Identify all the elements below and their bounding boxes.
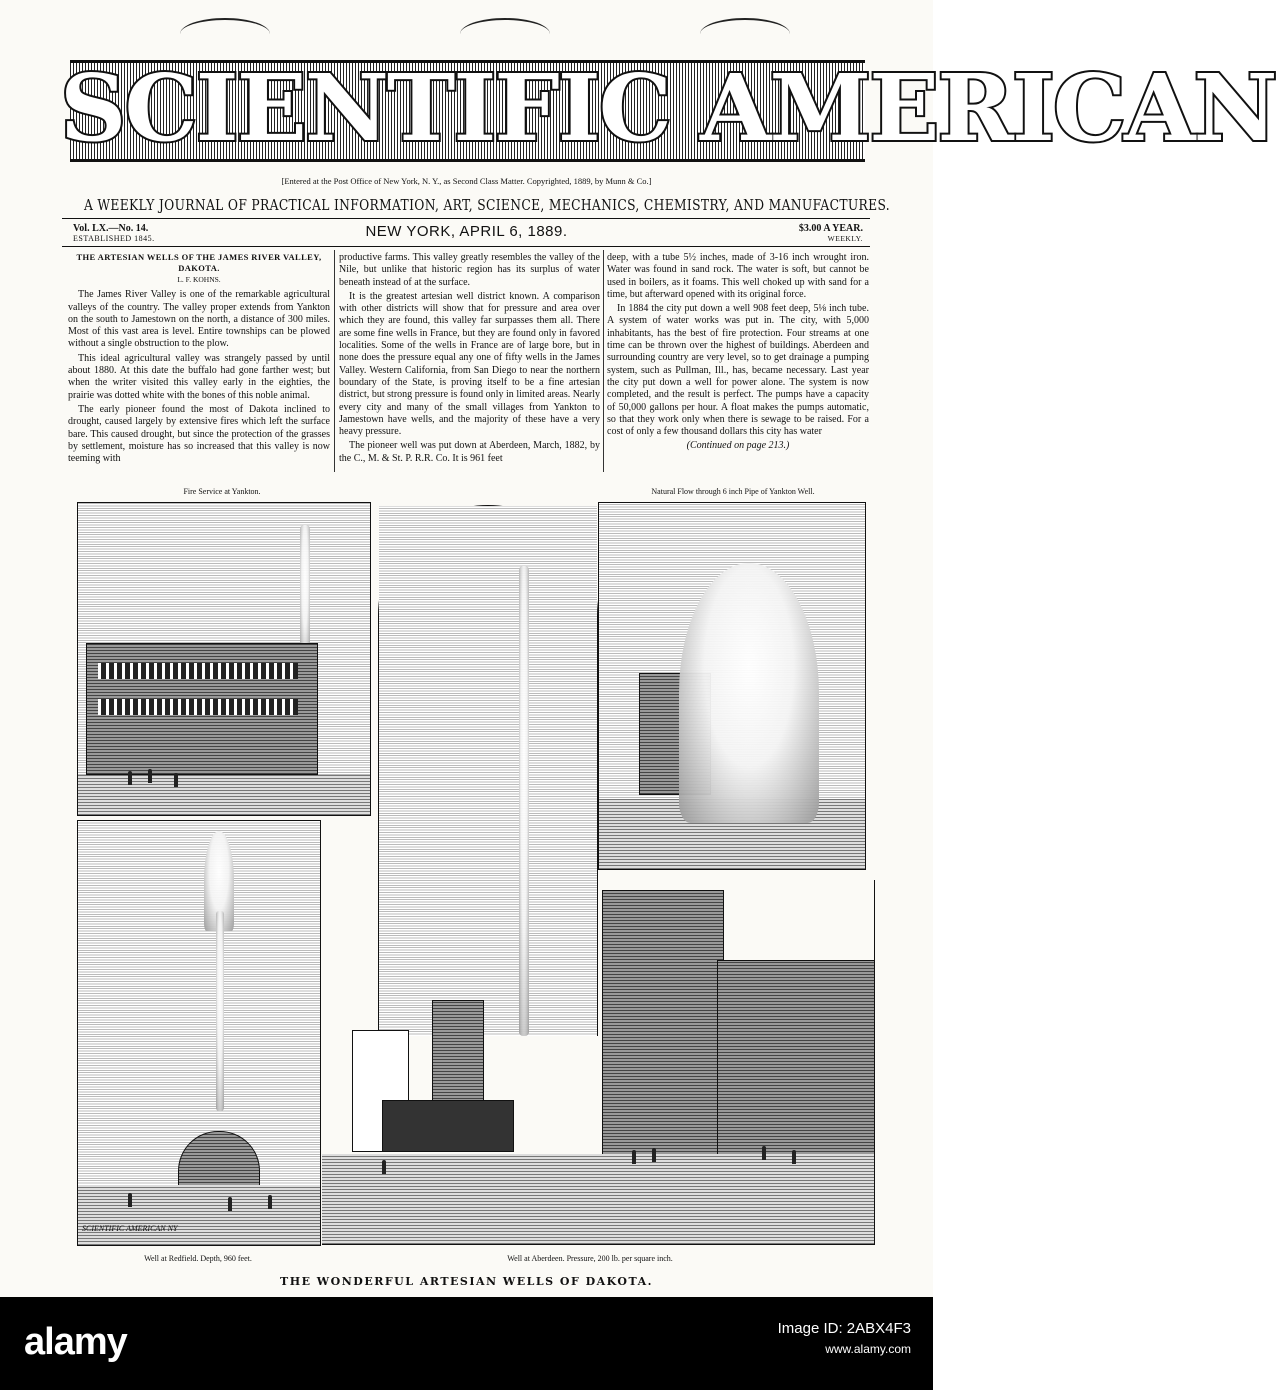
journal-subtitle: A WEEKLY JOURNAL OF PRACTICAL INFORMATION, ART, SCIENCE, MECHANICS, CHEMISTRY, AND MANUFACTURES. xyxy=(83,196,891,214)
bystander-figure xyxy=(128,771,132,785)
steam-locomotive xyxy=(382,1100,514,1152)
entered-note: [Entered at the Post Office of New York, N. Y., as Second Class Matter. Copyrighted, 1889, by Munn & Co.] xyxy=(281,176,652,186)
bystander-figure xyxy=(148,769,152,783)
article-column-2 xyxy=(339,252,600,467)
bystander-figure xyxy=(268,1195,272,1209)
grain-elevator xyxy=(602,890,724,1162)
window-row xyxy=(98,699,298,715)
article-title: THE ARTESIAN WELLS OF THE JAMES RIVER VALLEY, DAKOTA. xyxy=(76,252,322,273)
water-jet xyxy=(216,911,224,1111)
ornament-scroll-left xyxy=(180,18,270,50)
street xyxy=(78,775,370,815)
engraving-aberdeen-well xyxy=(322,880,875,1245)
engraving-natural-flow xyxy=(598,502,866,870)
ornament-scroll-right xyxy=(700,18,790,50)
volume-number: Vol. LX.—No. 14. xyxy=(73,223,149,234)
divider xyxy=(62,218,870,219)
ground xyxy=(78,1185,320,1245)
caption-natural-flow: Natural Flow through 6 inch Pipe of Yankton Well. xyxy=(651,487,815,496)
column-rule xyxy=(603,250,604,472)
bystander-figure xyxy=(652,1148,656,1162)
illustration-title: THE WONDERFUL ARTESIAN WELLS OF DAKOTA. xyxy=(280,1275,653,1288)
image-id: Image ID: 2ABX4F3 xyxy=(777,1320,911,1337)
article-column-3 xyxy=(607,252,869,453)
ornament-scroll-center xyxy=(460,18,550,50)
price-block xyxy=(799,224,863,244)
price: $3.00 A YEAR. xyxy=(798,223,863,234)
bystander-figure xyxy=(128,1193,132,1207)
railroad-tracks xyxy=(322,1154,874,1244)
window-row xyxy=(98,663,298,679)
established-year: ESTABLISHED 1845. xyxy=(73,234,155,243)
masthead-title: SCIENTIFIC AMERICAN xyxy=(60,54,1276,162)
alamy-logo: alamy xyxy=(24,1321,127,1363)
warehouse-shed xyxy=(717,960,875,1162)
paragraph: The pioneer well was put down at Aberdeen, March, 1882, by the C., M. & St. P. R.R. Co. It is 961 feet xyxy=(339,440,600,464)
bystander-figure xyxy=(792,1150,796,1164)
engraver-signature: SCIENTIFIC AMERICAN NY xyxy=(82,1224,178,1233)
caption-redfield: Well at Redfield. Depth, 960 feet. xyxy=(144,1254,252,1263)
frequency: WEEKLY. xyxy=(827,234,863,243)
paragraph: productive farms. This valley greatly resembles the valley of the Nile, but unlike that historic region has its surplus of water beneath instead of at the surface. xyxy=(339,252,600,288)
water-jet xyxy=(300,525,310,655)
issue-date: NEW YORK, APRIL 6, 1889. xyxy=(365,223,568,240)
bystander-figure xyxy=(632,1150,636,1164)
column-rule xyxy=(334,250,335,472)
paragraph: This ideal agricultural valley was strangely passed by until about 1880. At this date the buffalo had gone farther west; but when the writer visited this valley early in the eighties, the prairie was dotted white with the bones of this noble animal. xyxy=(68,352,330,401)
article-column-1 xyxy=(68,252,330,467)
site-url: www.alamy.com xyxy=(825,1342,911,1356)
continued-note: (Continued on page 213.) xyxy=(686,440,790,452)
stock-footer xyxy=(0,1297,933,1390)
caption-aberdeen: Well at Aberdeen. Pressure, 200 lb. per square inch. xyxy=(507,1254,673,1263)
paragraph: It is the greatest artesian well district known. A comparison with other districts will show that for pressure and area over which they are found, this valley far surpasses them all. There are some fine wells in France, but they are found only in favored localities. Some of the wells in France are of large bore, but in none does the pressure equal any one of fifty wells in the James Valley. Western California, from San Diego to near the northern boundary of the State, is proving itself to be a fine artesian district, but strong pressure is found only in limited areas. Nearly every city and many of the small villages from Yankton to Jamestown have wells, and the majority of these have a very heavy pressure. xyxy=(339,290,600,438)
article-byline: L. F. KOHNS. xyxy=(177,275,221,284)
engraving-fire-service-yankton xyxy=(77,502,371,816)
bystander-figure xyxy=(382,1160,386,1174)
masthead xyxy=(60,18,1276,178)
paragraph: The early pioneer found the most of Dakota inclined to drought, caused largely by extensive fires which left the surface bare. This caused drought, but since the protection of the grasses by settlement, moisture has so increased that this valley is now teeming with xyxy=(68,403,330,465)
divider xyxy=(62,246,870,247)
paragraph: deep, with a tube 5½ inches, made of 3-16 inch wrought iron. Water was found in sand rock. The water is soft, but cannot be used in boilers, as it foams. This well choked up with sand for a time, but afterward opened with its original force. xyxy=(607,252,869,300)
bystander-figure xyxy=(174,773,178,787)
bystander-figure xyxy=(762,1146,766,1160)
caption-fire-service: Fire Service at Yankton. xyxy=(183,487,261,496)
engraving-redfield-well xyxy=(77,820,321,1246)
bystander-figure xyxy=(228,1197,232,1211)
water-fountain xyxy=(679,563,819,823)
paragraph: In 1884 the city put down a well 908 feet deep, 5⅛ inch tube. A system of water works was put in. The city, with 5,000 inhabitants, has the best of fire protection. Four streams at one time can be thrown over the highest of buildings. Aberdeen and surrounding country are very level, so to get drainage a pumping system, such as Pullman, Ill., has, became necessary. Last year the city put down a well for power alone. The system is now completed, and the result is perfect. The pumps have a capacity of 50,000 gallons per hour. A float makes the pumps automatic, so that they work only when there is sewage to be raised. For a cost of only a few thousand dollars this city has water xyxy=(607,303,869,438)
footer-info xyxy=(778,1319,911,1359)
paragraph: The James River Valley is one of the remarkable agricultural valleys of the country. The valley proper extends from Yankton on the south to Jamestown on the north, a distance of 300 miles. Most of this vast area is level. Entire townships can be plowed without a single obstruction to the plow. xyxy=(68,289,330,350)
